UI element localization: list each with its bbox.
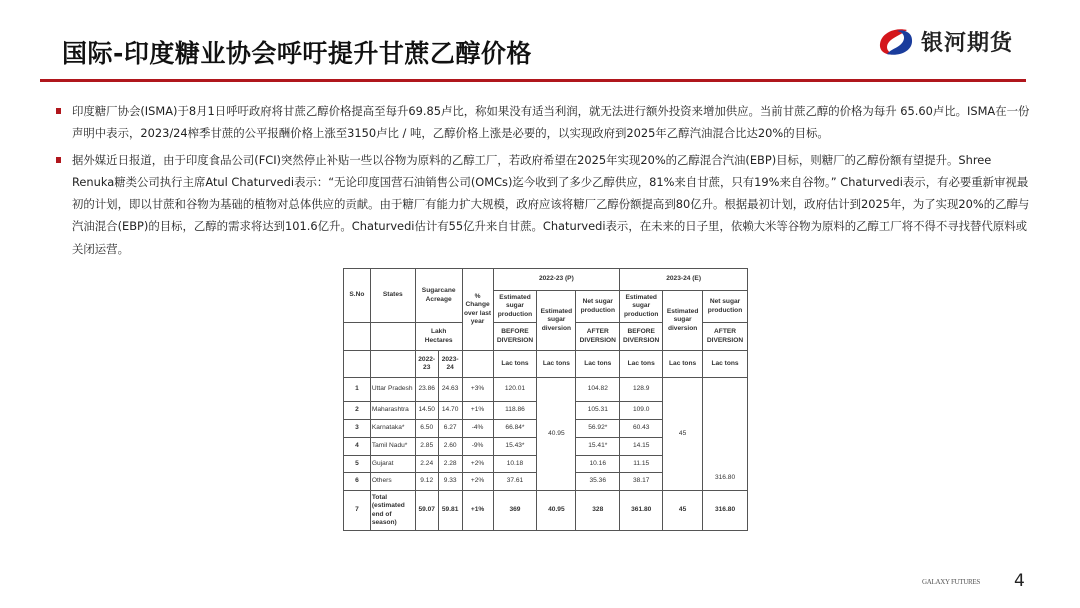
header-lakh: Lakh Hectares: [415, 323, 462, 351]
cell: 361.80: [620, 491, 663, 531]
cell: +2%: [462, 473, 493, 491]
cell: 2.28: [438, 456, 462, 473]
empty-cell: [370, 323, 415, 351]
logo: [877, 26, 1013, 57]
cell: Karnataka*: [370, 420, 415, 438]
header-net-2: Net sugar production: [703, 291, 748, 323]
cell: 59.07: [415, 491, 438, 531]
empty-cell: [462, 351, 493, 378]
header-before-2: BEFORE DIVERSION: [620, 323, 663, 351]
unit: Lac tons: [663, 351, 703, 378]
header-acreage: Sugarcane Acreage: [415, 269, 462, 323]
cell: 59.81: [438, 491, 462, 531]
cell: 120.01: [493, 378, 537, 402]
cell: 6.50: [415, 420, 438, 438]
unit: Lac tons: [620, 351, 663, 378]
cell-diversion-2022: 40.95: [537, 378, 576, 491]
header-2022-23: 2022-23 (P): [493, 269, 620, 291]
header-change: % Change over last year: [462, 269, 493, 351]
cell: 15.41*: [576, 438, 620, 456]
cell: 35.36: [576, 473, 620, 491]
cell: 5: [344, 456, 371, 473]
footer-brand: GALAXY FUTURES: [922, 578, 980, 586]
header-net-1: Net sugar production: [576, 291, 620, 323]
cell-diversion-2023: 45: [663, 378, 703, 491]
cell: 128.9: [620, 378, 663, 402]
cell-net-2023: 316.80: [703, 378, 748, 491]
cell: 6: [344, 473, 371, 491]
cell: 38.17: [620, 473, 663, 491]
unit: Lac tons: [576, 351, 620, 378]
cell: 11.15: [620, 456, 663, 473]
page-number: 4: [1014, 571, 1025, 591]
sugar-production-table: [343, 268, 748, 531]
cell: 2: [344, 402, 371, 420]
cell: 10.16: [576, 456, 620, 473]
cell: 23.86: [415, 378, 438, 402]
header-acre-2023: 2023-24: [438, 351, 462, 378]
cell: -9%: [462, 438, 493, 456]
header-after-2: AFTER DIVERSION: [703, 323, 748, 351]
cell: 45: [663, 491, 703, 531]
cell: -4%: [462, 420, 493, 438]
empty-cell: [370, 351, 415, 378]
galaxy-logo-icon: [877, 27, 915, 57]
cell: 4: [344, 438, 371, 456]
header-div-1: Estimated sugar diversion: [537, 291, 576, 351]
cell: 24.63: [438, 378, 462, 402]
bullet-paragraph: 印度糖厂协会(ISMA)于8月1日呼吁政府将甘蔗乙醇价格提高至每升69.85卢比，称如果没有适当利润，就无法进行额外投资来增加供应。当前甘蔗乙醇的价格为每升 65.60卢比。ISMA在一份声明中表示，2023/24榨季甘蔗的公平报酬价格上涨至3150卢比 / 吨，乙醇价格上涨是必要的，以实现政府到2025年乙醇汽油混合比达20%的目标。: [56, 100, 1031, 145]
empty-cell: [344, 323, 371, 351]
cell: 37.61: [493, 473, 537, 491]
cell: 14.70: [438, 402, 462, 420]
unit: Lac tons: [703, 351, 748, 378]
header-after-1: AFTER DIVERSION: [576, 323, 620, 351]
header-states: States: [370, 269, 415, 323]
header-2023-24: 2023-24 (E): [620, 269, 748, 291]
cell: 9.33: [438, 473, 462, 491]
page-title: 国际-印度糖业协会呼吁提升甘蔗乙醇价格: [62, 39, 532, 68]
cell: 60.43: [620, 420, 663, 438]
cell: 2.85: [415, 438, 438, 456]
unit: Lac tons: [537, 351, 576, 378]
header-before-1: BEFORE DIVERSION: [493, 323, 537, 351]
cell: 2.60: [438, 438, 462, 456]
cell: Uttar Pradesh: [370, 378, 415, 402]
cell: 7: [344, 491, 371, 531]
cell: 3: [344, 420, 371, 438]
cell: 15.43*: [493, 438, 537, 456]
cell: 56.92*: [576, 420, 620, 438]
unit: Lac tons: [493, 351, 537, 378]
cell: 14.50: [415, 402, 438, 420]
cell: Tamil Nadu*: [370, 438, 415, 456]
cell: 2.24: [415, 456, 438, 473]
logo-text: 银河期货: [921, 31, 1014, 56]
cell: 118.86: [493, 402, 537, 420]
cell: 1: [344, 378, 371, 402]
header-est-1: Estimated sugar production: [493, 291, 537, 323]
cell: 14.15: [620, 438, 663, 456]
cell: 66.84*: [493, 420, 537, 438]
cell: 6.27: [438, 420, 462, 438]
title-divider: [40, 79, 1026, 82]
cell: 369: [493, 491, 537, 531]
header-sno: S.No: [344, 269, 371, 323]
cell: Maharashtra: [370, 402, 415, 420]
header-acre-2022: 2022-23: [415, 351, 438, 378]
bullet-paragraph: 据外媒近日报道，由于印度食品公司(FCI)突然停止补贴一些以谷物为原料的乙醇工厂，若政府希望在2025年实现20%的乙醇混合汽油(EBP)目标，则糖厂的乙醇份额有望提升。Shree Renuka糖类公司执行主席Atul Chaturvedi表示：“无论印度国营石油销售公司(OMCs)迄今收到了多少乙醇供应，81%来自甘蔗，只有19%来自谷物。” Chaturvedi表示，有必要重新审视最初的计划，即以甘蔗和谷物为基础的植物对总体供应的贡献。由于糖厂有能力扩大规模，政府应该将糖厂乙醇份额提高到80亿升。根据最初计划，政府估计到2025年，为了实现20%的乙醇与汽油混合(EBP)的目标，乙醇的需求将达到101.6亿升。Chaturvedi估计有55亿升来自甘蔗。Chaturvedi表示，在未来的日子里，依赖大米等谷物为原料的乙醇工厂将不得不寻找替代原料或关闭运营。: [56, 149, 1031, 260]
cell: 40.95: [537, 491, 576, 531]
cell: Gujarat: [370, 456, 415, 473]
cell: 109.0: [620, 402, 663, 420]
cell: +1%: [462, 402, 493, 420]
cell: Others: [370, 473, 415, 491]
cell: +2%: [462, 456, 493, 473]
cell: 9.12: [415, 473, 438, 491]
cell: 328: [576, 491, 620, 531]
cell: 10.18: [493, 456, 537, 473]
empty-cell: [344, 351, 371, 378]
table-row-total: [344, 491, 748, 531]
cell: Total (estimated end of season): [370, 491, 415, 531]
cell: +1%: [462, 491, 493, 531]
content: [56, 100, 1031, 264]
cell: 316.80: [703, 491, 748, 531]
cell: 105.31: [576, 402, 620, 420]
cell: 104.82: [576, 378, 620, 402]
cell: +3%: [462, 378, 493, 402]
header-div-2: Estimated sugar diversion: [663, 291, 703, 351]
table-row: [344, 378, 748, 402]
header-est-2: Estimated sugar production: [620, 291, 663, 323]
